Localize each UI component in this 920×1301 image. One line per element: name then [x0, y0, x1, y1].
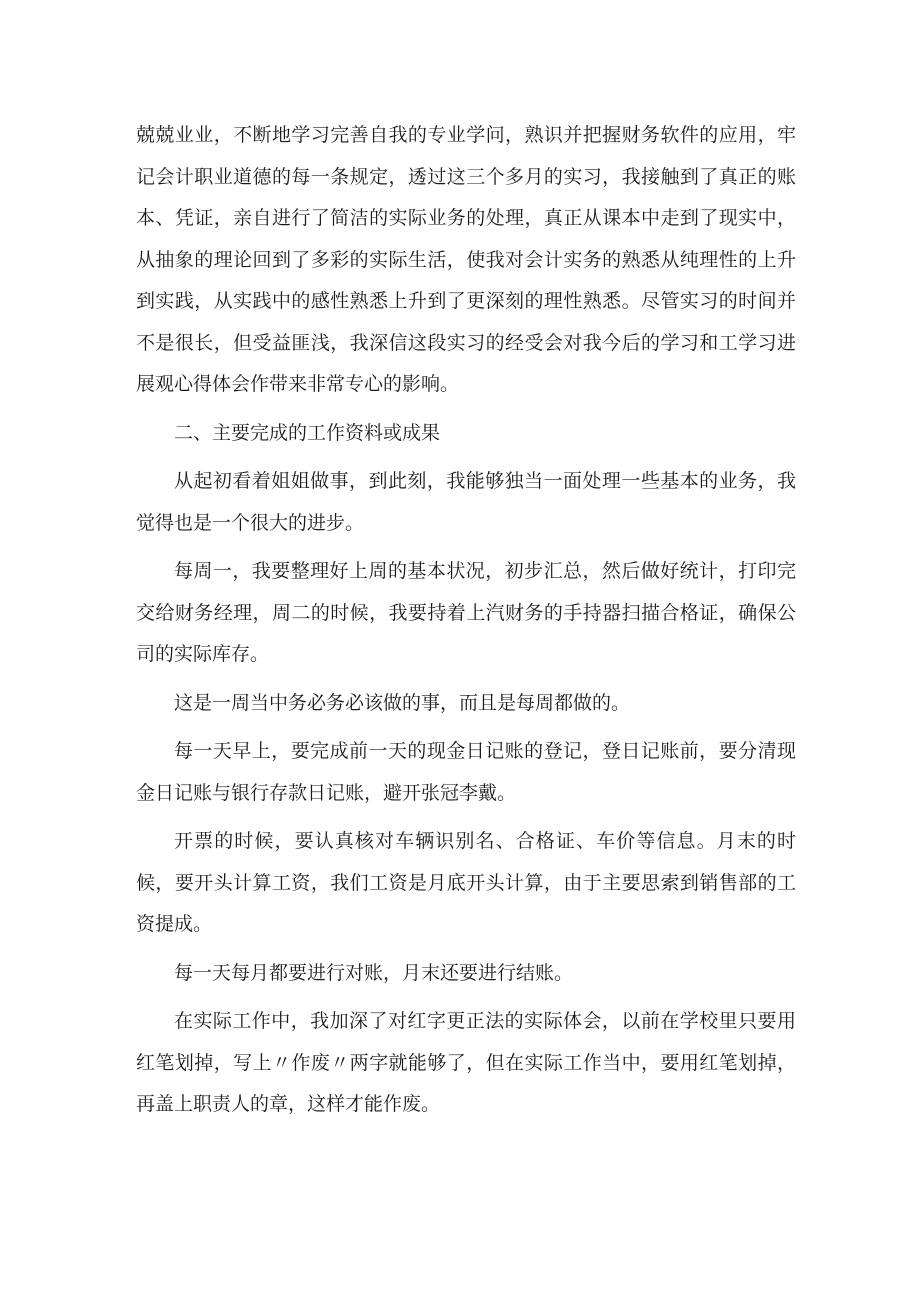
section-heading: 二、主要完成的工作资料或成果 — [174, 421, 441, 444]
paragraph-continuation: 兢兢业业，不断地学习完善自我的专业学问，熟识并把握财务软件的应用，牢记会计职业道德的每一条规定，透过这三个多月的实习，我接触到了真正的账本、凭证，亲自进行了简洁的实际业务的处理，真正从课本中走到了现实中，从抽象的理论回到了多彩的实际生活，使我对会计实务的熟悉从纯理性的上升到实践，从实践中的感性熟悉上升到了更深刻的理性熟悉。尽管实习的时间并不是很长，但受益匪浅，我深信这段实习的经受会对我今后的学习和工学习进展观心得体会作带来非常专心的影响。 — [136, 124, 796, 395]
paragraph-daily-journal: 每一天早上，要完成前一天的现金日记账的登记，登日记账前，要分清现金日记账与银行存款日记账，避开张冠李戴。 — [136, 740, 796, 804]
document-body — [136, 115, 796, 1133]
paragraph-reconciliation: 每一天每月都要进行对账，月末还要进行结账。 — [174, 961, 574, 984]
paragraph-invoicing: 开票的时候，要认真核对车辆识别名、合格证、车价等信息。月末的时候，要开头计算工资，我们工资是月底开头计算，由于主要思索到销售部的工资提成。 — [136, 830, 796, 935]
paragraph-weekly-note: 这是一周当中务必务必该做的事，而且是每周都做的。 — [174, 691, 631, 714]
paragraph-weekly-tasks: 每周一，我要整理好上周的基本状况，初步汇总，然后做好统计，打印完交给财务经理，周二的时候，我要持着上汽财务的手持器扫描合格证，确保公司的实际库存。 — [136, 560, 796, 665]
paragraph-red-correction: 在实际工作中，我加深了对红字更正法的实际体会，以前在学校里只要用红笔划掉，写上〃作废〃两字就能够了，但在实际工作当中，要用红笔划掉，再盖上职责人的章，这样才能作废。 — [136, 1010, 796, 1115]
paragraph-progress: 从起初看着姐姐做事，到此刻，我能够独当一面处理一些基本的业务，我觉得也是一个很大的进步。 — [136, 470, 796, 534]
